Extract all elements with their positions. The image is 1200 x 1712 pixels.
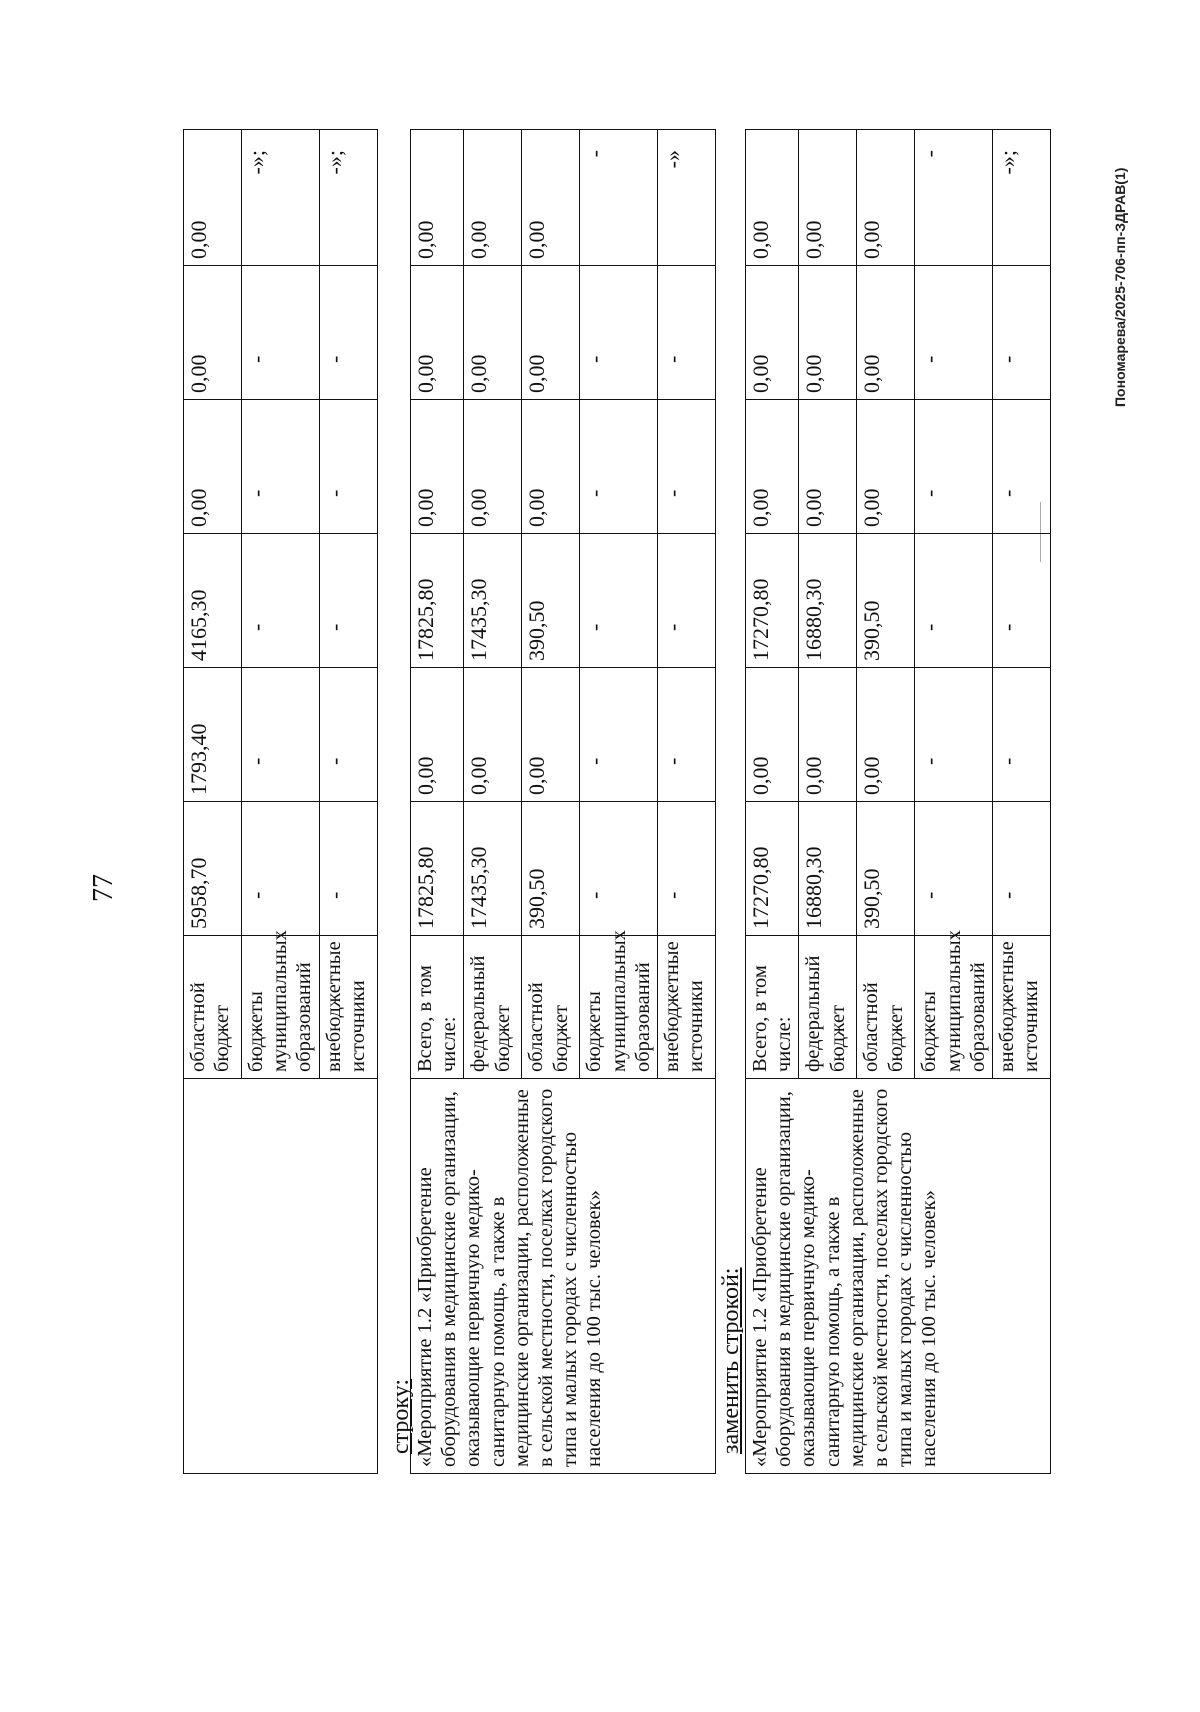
amount-cell: - — [992, 668, 1050, 802]
new-row-table — [745, 129, 1051, 1474]
amount-cell: 17825,80 — [411, 534, 464, 668]
amount-cell: 390,50 — [522, 802, 580, 936]
amount-cell: 0,00 — [799, 266, 857, 400]
amount-cell: 17270,80 — [746, 534, 799, 668]
amount-cell: - — [242, 802, 320, 936]
measure-name-cell: «Мероприятие 1.2 «Приобретение оборудования в медицинские организации, оказывающие первичную медико-санитарную помощь, а также в медицинские организации, расположенные в сельской местности, поселках городского типа и малых городах с численностью населения до 100 тыс. человек» — [411, 1079, 716, 1474]
amount-cell: -» — [657, 130, 715, 266]
table-row — [411, 130, 464, 1474]
amount-cell: - — [319, 266, 377, 400]
amount-cell: 0,00 — [857, 266, 915, 400]
amount-cell: 0,00 — [522, 400, 580, 534]
amount-cell: 5958,70 — [184, 802, 242, 936]
amount-cell: - — [992, 802, 1050, 936]
funding-source-cell: федеральный бюджет — [464, 936, 522, 1079]
amount-cell: 0,00 — [184, 266, 242, 400]
amount-cell: - — [915, 130, 993, 266]
amount-cell: - — [657, 802, 715, 936]
amount-cell: - — [580, 266, 658, 400]
table-row — [184, 130, 242, 1474]
amount-cell: - — [992, 534, 1050, 668]
amount-cell: - — [657, 668, 715, 802]
amount-cell: 0,00 — [799, 130, 857, 266]
amount-cell: 0,00 — [746, 668, 799, 802]
amount-cell: 0,00 — [522, 668, 580, 802]
funding-source-cell: Всего, в том числе: — [411, 936, 464, 1079]
amount-cell: 390,50 — [522, 534, 580, 668]
amount-cell: 0,00 — [464, 130, 522, 266]
amount-cell: 0,00 — [411, 266, 464, 400]
amount-cell: - — [580, 534, 658, 668]
amount-cell: 0,00 — [746, 130, 799, 266]
amount-cell: 0,00 — [184, 130, 242, 266]
funding-source-cell: бюджеты муниципальных образований — [915, 936, 993, 1079]
measure-name-cell: «Мероприятие 1.2 «Приобретение оборудования в медицинские организации, оказывающие первичную медико-санитарную помощь, а также в медицинские организации, расположенные в сельской местности, поселках городского типа и малых городах с численностью населения до 100 тыс. человек» — [746, 1079, 1051, 1474]
amount-cell: - — [319, 400, 377, 534]
amount-cell: 0,00 — [464, 668, 522, 802]
document-footer: Пономарева/2025-706-пп-ЗДРАВ(1) — [1112, 167, 1128, 407]
amount-cell: - — [319, 802, 377, 936]
amount-cell: - — [915, 668, 993, 802]
amount-cell: - — [915, 802, 993, 936]
amount-cell: - — [242, 668, 320, 802]
funding-source-cell: бюджеты муниципальных образований — [242, 936, 320, 1079]
amount-cell: 16880,30 — [799, 802, 857, 936]
amount-cell: -»; — [242, 130, 320, 266]
amount-cell: 0,00 — [857, 400, 915, 534]
page-number: 77 — [88, 874, 119, 902]
funding-source-cell: федеральный бюджет — [799, 936, 857, 1079]
amount-cell: 0,00 — [184, 400, 242, 534]
amount-cell: - — [242, 534, 320, 668]
amount-cell: 0,00 — [799, 668, 857, 802]
amount-cell: 17270,80 — [746, 802, 799, 936]
amount-cell: 0,00 — [464, 266, 522, 400]
amount-cell: -»; — [319, 130, 377, 266]
amount-cell: - — [992, 266, 1050, 400]
amount-cell: 0,00 — [411, 130, 464, 266]
amount-cell: 0,00 — [746, 400, 799, 534]
old-row-table — [410, 129, 716, 1474]
amount-cell: 4165,30 — [184, 534, 242, 668]
amount-cell: - — [580, 802, 658, 936]
amount-cell: 0,00 — [411, 400, 464, 534]
amount-cell: -»; — [992, 130, 1050, 266]
amount-cell: 0,00 — [857, 668, 915, 802]
amount-cell: 0,00 — [746, 266, 799, 400]
top-fragment-table — [183, 129, 378, 1474]
amount-cell: - — [657, 266, 715, 400]
funding-source-cell: внебюджетные источники — [992, 936, 1050, 1079]
amount-cell: 0,00 — [522, 266, 580, 400]
amount-cell: - — [319, 534, 377, 668]
funding-source-cell: областной бюджет — [522, 936, 580, 1079]
amount-cell: 390,50 — [857, 534, 915, 668]
amount-cell: - — [580, 130, 658, 266]
amount-cell: - — [915, 534, 993, 668]
amount-cell: 17435,30 — [464, 802, 522, 936]
measure-name-cell — [184, 1079, 378, 1474]
funding-source-cell: внебюджетные источники — [319, 936, 377, 1079]
amount-cell: - — [580, 668, 658, 802]
amount-cell: 16880,30 — [799, 534, 857, 668]
amount-cell: 1793,40 — [184, 668, 242, 802]
amount-cell: - — [915, 266, 993, 400]
amount-cell: 390,50 — [857, 802, 915, 936]
amount-cell: - — [319, 668, 377, 802]
amount-cell: 17825,80 — [411, 802, 464, 936]
amount-cell: 0,00 — [522, 130, 580, 266]
amount-cell: 0,00 — [857, 130, 915, 266]
funding-source-cell: бюджеты муниципальных образований — [580, 936, 658, 1079]
amount-cell: 17435,30 — [464, 534, 522, 668]
amount-cell: 0,00 — [799, 400, 857, 534]
table-row — [746, 130, 799, 1474]
funding-source-cell: внебюджетные источники — [657, 936, 715, 1079]
amount-cell: - — [992, 400, 1050, 534]
caption-replace-row: заменить строкой: — [718, 1267, 744, 1454]
funding-source-cell: Всего, в том числе: — [746, 936, 799, 1079]
amount-cell: - — [242, 266, 320, 400]
amount-cell: 0,00 — [411, 668, 464, 802]
amount-cell: - — [657, 400, 715, 534]
amount-cell: - — [580, 400, 658, 534]
amount-cell: - — [242, 400, 320, 534]
amount-cell: - — [915, 400, 993, 534]
amount-cell: - — [657, 534, 715, 668]
amount-cell: 0,00 — [464, 400, 522, 534]
funding-source-cell: областной бюджет — [184, 936, 242, 1079]
funding-source-cell: областной бюджет — [857, 936, 915, 1079]
caption-old-row: строку: — [388, 1378, 414, 1454]
